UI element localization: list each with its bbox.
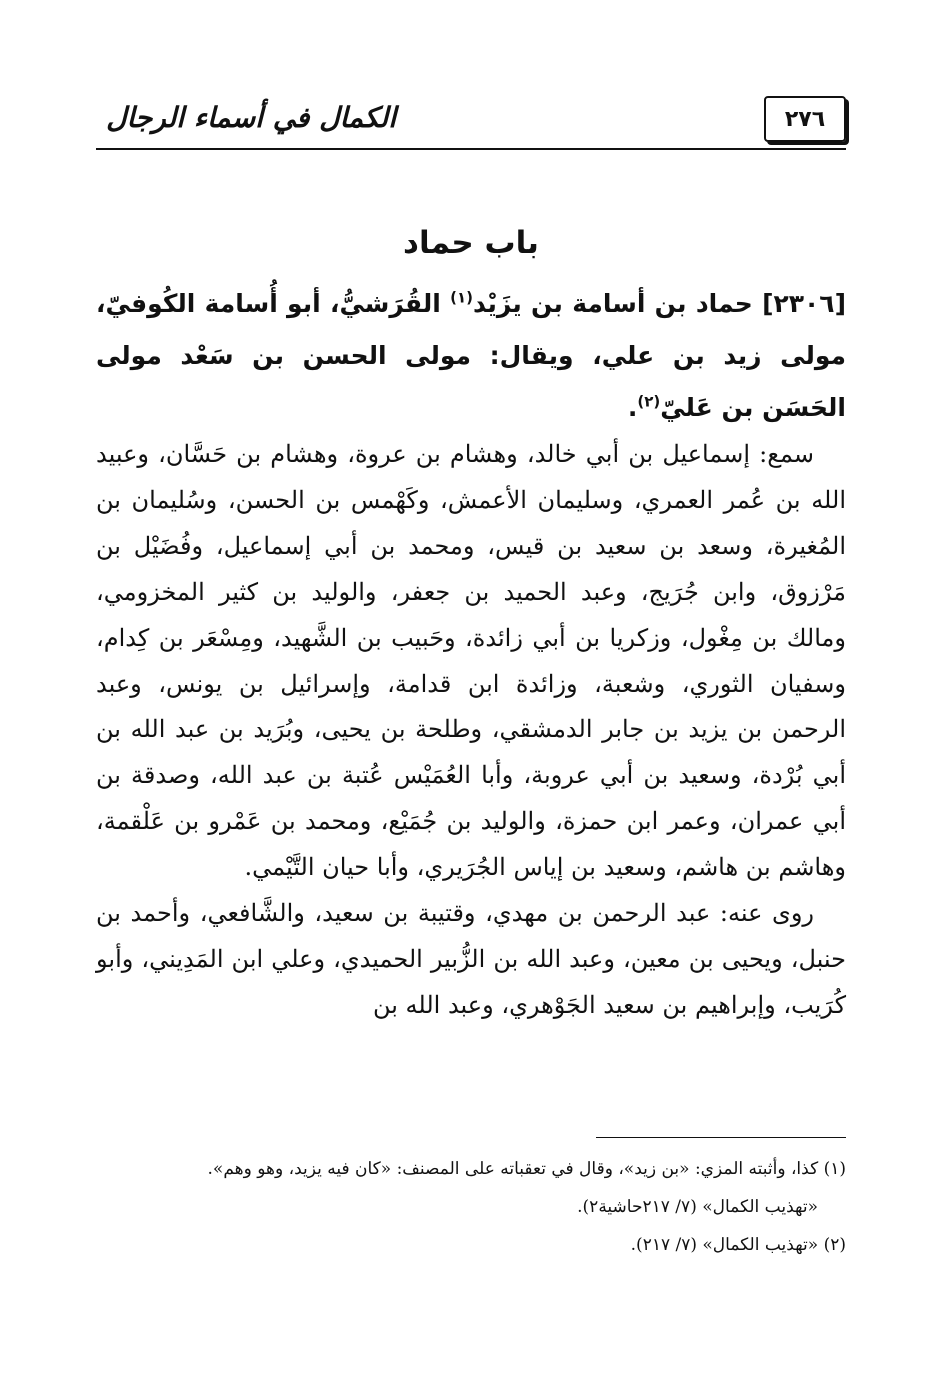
entry-heading-text-cont: القُرَشيُّ، أبو أُسامة الكُوفيّ، مولى زيد بن علي، ويقال: مولى الحسن بن سَعْد مولى الحَسَن بن عَليّ [96, 289, 846, 422]
footnote-2: (٢) «تهذيب الكمال» (٧/ ٢١٧). [630, 1235, 846, 1255]
chapter-title: باب حماد [403, 225, 539, 261]
footnote-1-continued: «تهذيب الكمال» (٧/ ٢١٧حاشية٢). [577, 1197, 818, 1217]
entry-heading-text: [٢٣٠٦] حماد بن أسامة بن يزَيْد [473, 289, 846, 318]
paragraph-narrated-by [96, 891, 846, 1029]
body-text [96, 432, 846, 1029]
paragraph-narrated-by-text: روى عنه: عبد الرحمن بن مهدي، وقتيبة بن سعيد، والشَّافعي، وأحمد بن حنبل، ويحيى بن معين، وعبد الله بن الزُّبير الحميدي، وعلي ابن المَدِيني، وأبو كُرَيب، وإبراهيم بن سعيد الجَوْهري، وعبد الله بن [96, 899, 846, 1019]
footnote-separator [596, 1137, 846, 1138]
footnotes [96, 1150, 846, 1264]
header-rule [96, 148, 846, 150]
page-number: ٢٧٦ [764, 96, 846, 142]
paragraph-heard-from [96, 432, 846, 891]
footnote-ref-1[interactable]: (١) [450, 288, 473, 307]
page-header [96, 88, 846, 154]
footnote-ref-2[interactable]: (٢) [637, 392, 661, 411]
paragraph-heard-from-text: سمع: إسماعيل بن أبي خالد، وهشام بن عروة، وهشام بن حَسَّان، وعبيد الله بن عُمر العمري، وسليمان الأعمش، وكَهْمس بن الحسن، وسُليمان بن المُغيرة، وسعد بن سعيد بن قيس، ومحمد بن أبي إسماعيل، وفُضَيْل بن مَرْزوق، وابن جُرَيج، وعبد الحميد بن جعفر، والوليد بن كثير المخزومي، ومالك بن مِغْول، وزكريا بن أبي زائدة، وحَبيب بن الشَّهيد، ومِسْعَر بن كِدام، وسفيان الثوري، وشعبة، وزائدة ابن قدامة، وإسرائيل بن يونس، وعبد الرحمن بن يزيد بن جابر الدمشقي، وطلحة بن يحيى، وبُرَيد بن عبد الله بن أبي بُرْدة، وسعيد بن أبي عروبة، وأبا العُمَيْس عُتبة بن عبد الله، وصدقة بن أبي عمران، وعمر ابن حمزة، والوليد بن جُمَيْع، ومحمد بن عَمْرو بن عَلْقمة، وهاشم بن هاشم، وسعيد بن إياس الجُرَيري، وأبا حيان التَّيْمي. [96, 440, 846, 882]
book-title: الكمال في أسماء الرجال [106, 100, 396, 134]
entry-heading-end: . [627, 393, 638, 422]
footnote-1: (١) كذا، وأثبته المزي: «بن زيد»، وقال في تعقباته على المصنف: «كان فيه يزيد، وهو وهم». [207, 1159, 846, 1179]
entry-heading [96, 278, 846, 434]
